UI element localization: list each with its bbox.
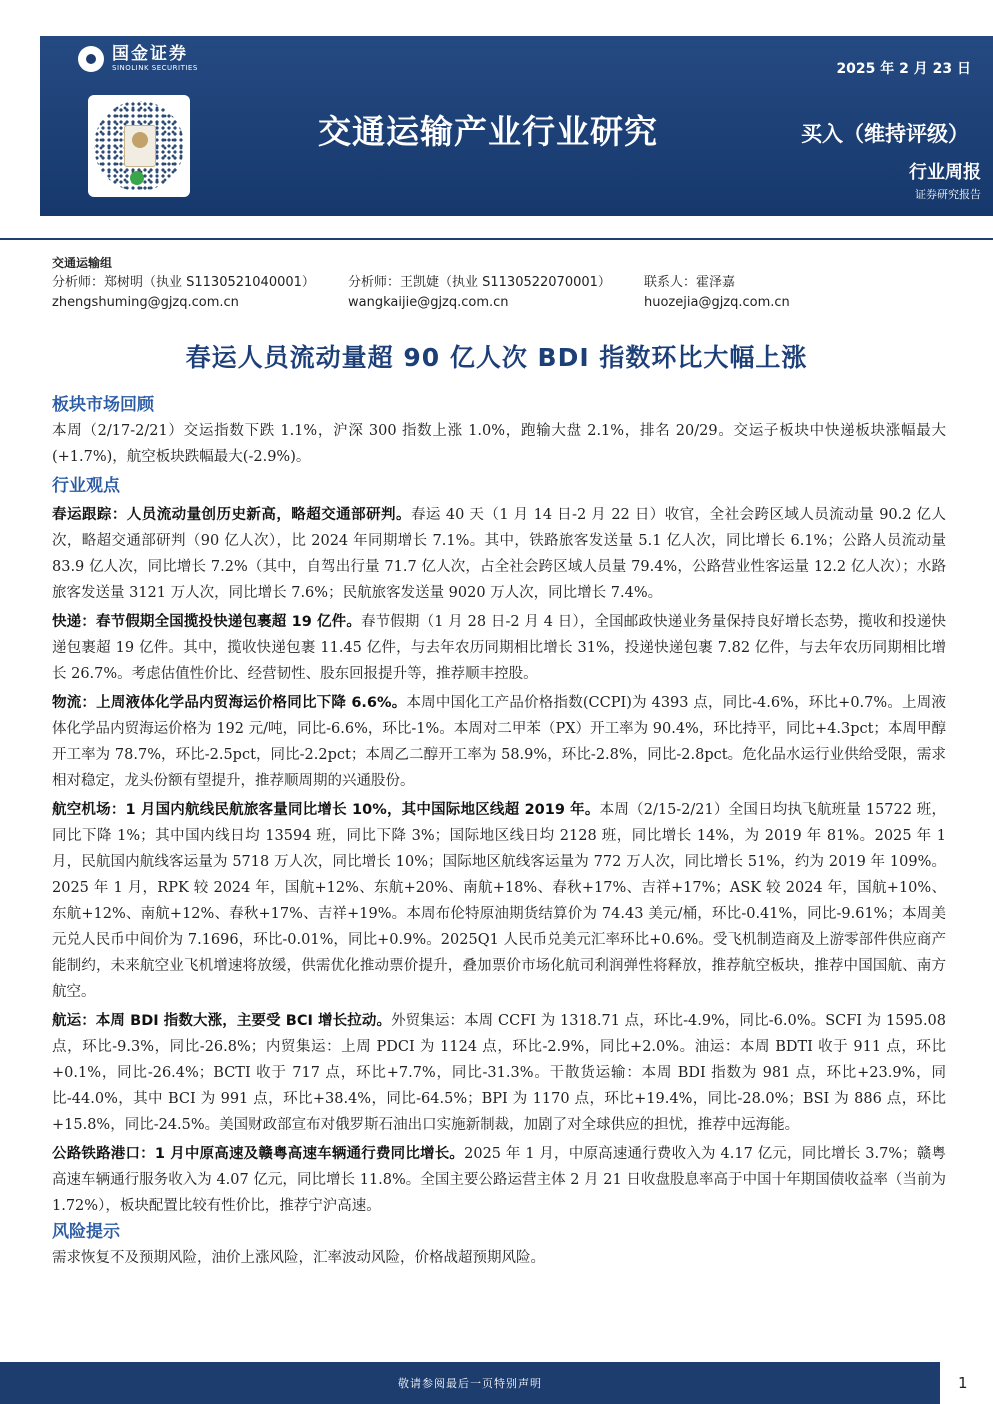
lead-aviation: 航空机场：1 月国内航线民航旅客量同比增长 10%，其中国际地区线超 2019 年。 — [52, 802, 600, 818]
paragraph-logistics — [52, 690, 946, 794]
headline: 春运人员流动量超 90 亿人次 BDI 指数环比大幅上涨 — [185, 343, 808, 372]
section-title-market: 板块市场回顾 — [52, 395, 154, 415]
lead-express: 快递：春节假期全国揽投快递包裹超 19 亿件。 — [52, 614, 361, 630]
logo-text — [112, 45, 198, 73]
rating-label: 买入（维持评级） — [801, 122, 969, 146]
footer-disclaimer-note: 敬请参阅最后一页特别声明 — [398, 1377, 542, 1390]
lead-shipping: 航运：本周 BDI 指数大涨，主要受 BCI 增长拉动。 — [52, 1013, 392, 1029]
section-title-risk: 风险提示 — [52, 1222, 120, 1242]
logo-icon — [78, 46, 104, 72]
header-divider — [0, 238, 993, 240]
paragraph-spring-travel — [52, 502, 946, 606]
section-title-view: 行业观点 — [52, 476, 120, 496]
paragraph-aviation — [52, 797, 946, 1005]
text-spring-travel: 春运 40 天（1 月 14 日-2 月 22 日）收官，全社会跨区域人员流动量 90.2 亿人次，略超交通部研判（90 亿人次），比 2024 年同期增长 7.1%。其中，铁路旅客发送量 5.1 亿人次，同比增长 6.1%；公路人员流动量 83.9 亿人次，同比增长 7.2%（其中，自驾出行量 71.7 亿人次，占全社会跨区域人员量 79.4%，公路营业性客运量 12.2 亿人次）；水路旅客发送量 3121 万人次，同比增长 7.6%；民航旅客发送量 9020 万人次，同比增长 7.4%。 — [52, 507, 947, 601]
mini-program-icon — [130, 171, 144, 185]
analyst-1-email[interactable]: zhengshuming@gjzq.com.cn — [52, 295, 239, 310]
lead-logistics: 物流：上周液体化学品内贸海运价格同比下降 6.6%。 — [52, 695, 407, 711]
paragraph-shipping — [52, 1008, 946, 1138]
contact-email[interactable]: huozejia@gjzq.com.cn — [644, 295, 790, 310]
lead-spring-travel: 春运跟踪：人员流动量创历史新高，略超交通部研判。 — [52, 507, 411, 523]
logo-cn: 国金证券 — [112, 44, 188, 64]
report-body — [52, 392, 946, 1271]
text-shipping: 外贸集运：本周 CCFI 为 1318.71 点，环比-4.9%，同比-6.0%。SCFI 为 1595.08 点，环比-9.3%，同比-26.8%；内贸集运：上周 PDCI 为 1124 点，环比-2.9%，同比+2.0%。油运：本周 BDTI 收于 911 点，环比+0.1%，同比-26.4%；BCTI 收于 717 点，环比+7.7%，同比-31.3%。干散货运输：本周 BDI 指数为 981 点，环比+23.9%，同比-44.0%，其中 BCI 为 991 点，环比+38.4%，同比-64.5%；BPI 为 1170 点，环比+19.4%，同比-28.0%；BSI 为 886 点，环比+15.8%，同比-24.5%。美国财政部宣布对俄罗斯石油出口实施新制裁，加剧了对全球供应的担忧，推荐中远海能。 — [52, 1013, 947, 1133]
qr-code-icon — [88, 95, 190, 197]
report-date: 2025 年 2 月 23 日 — [836, 61, 971, 77]
market-review-text: 本周（2/17-2/21）交运指数下跌 1.1%，沪深 300 指数上涨 1.0%，跑输大盘 2.1%，排名 20/29。交运子板块中快递板块涨幅最大(+1.7%)，航空板块跌幅最大(-2.9%)。 — [52, 423, 946, 465]
analyst-2: 分析师：王凯婕（执业 S1130522070001） — [348, 275, 611, 290]
analyst-block — [52, 273, 952, 313]
page-number: 1 — [958, 1374, 968, 1392]
text-logistics: 本周中国化工产品价格指数(CCPI)为 4393 点，同比-4.6%，环比+0.7%。上周液体化学品内贸海运价格为 192 元/吨，同比-6.6%，环比-1%。本周对二甲苯（PX）开工率为 90.4%，环比持平，同比+4.3pct；本周甲醇开工率为 78.7%，环比-2.5pct，同比-2.2pct；本周乙二醇开工率为 58.9%，环比-2.8%，同比-2.8pct。危化品水运行业供给受限，需求相对稳定，龙头份额有望提升，推荐顺周期的兴通股份。 — [52, 695, 946, 789]
analyst-2-email[interactable]: wangkaijie@gjzq.com.cn — [348, 295, 509, 310]
text-highway: 2025 年 1 月，中原高速通行费收入为 4.17 亿元，同比增长 3.7%；赣粤高速车辆通行服务收入为 4.07 亿元，同比增长 11.8%。全国主要公路运营主体 2 月 21 日收盘股息率高于中国十年期国债收益率（当前为 1.72%），板块配置比较有性价比，推荐宁沪高速。 — [52, 1146, 947, 1214]
report-subtitle: 证券研究报告 — [915, 188, 981, 201]
contact-person: 联系人：霍泽嘉 — [644, 275, 736, 290]
analyst-1: 分析师：郑树明（执业 S1130521040001） — [52, 275, 315, 290]
report-type: 行业周报 — [909, 162, 981, 183]
lead-highway: 公路铁路港口：1 月中原高速及赣粤高速车辆通行费同比增长。 — [52, 1146, 465, 1162]
team-name: 交通运输组 — [52, 256, 113, 270]
logo-en: SINOLINK SECURITIES — [112, 64, 198, 72]
paragraph-highway — [52, 1141, 946, 1219]
paragraph-express — [52, 609, 946, 687]
text-express: 春节假期（1 月 28 日-2 月 4 日），全国邮政快递业务量保持良好增长态势，揽收和投递快递包裹超 19 亿件。其中，揽收快递包裹 11.45 亿件，与去年农历同期相比增长 31%，投递快递包裹 7.82 亿件，与去年农历同期相比增长 26.7%。考虑估值性价比、经营韧性、股东回报提升等，推荐顺丰控股。 — [52, 614, 946, 682]
risk-text: 需求恢复不及预期风险，油价上涨风险，汇率波动风险，价格战超预期风险。 — [52, 1250, 545, 1266]
text-aviation: 本周（2/15-2/21）全国日均执飞航班量 15722 班，同比下降 1%；其中国内线日均 13594 班，同比下降 3%；国际地区线日均 2128 班，同比增长 14%，为 2019 年 81%。2025 年 1 月，民航国内航线客运量为 5718 万人次，同比增长 10%；国际地区航线客运量为 772 万人次，同比增长 51%，约为 2019 年 109%。2025 年 1 月，RPK 较 2024 年，国航+12%、东航+20%、南航+18%、春秋+17%、吉祥+17%；ASK 较 2024 年，国航+10%、东航+12%、南航+12%、春秋+17%、吉祥+19%。本周布伦特原油期货结算价为 74.43 美元/桶，环比-0.41%，同比-9.61%；本周美元兑人民币中间价为 7.1696，环比-0.01%，同比+0.9%。2025Q1 人民币兑美元汇率环比+0.6%。受飞机制造商及上游零部件供应商产能制约，未来航空业飞机增速将放缓，供需优化推动票价提升，叠加票价市场化航司利润弹性将释放，推荐航空板块，推荐中国国航、南方航空。 — [52, 802, 946, 1000]
brand-logo — [78, 45, 198, 73]
qr-center-emblem — [124, 125, 156, 167]
report-title: 交通运输产业行业研究 — [318, 112, 658, 151]
